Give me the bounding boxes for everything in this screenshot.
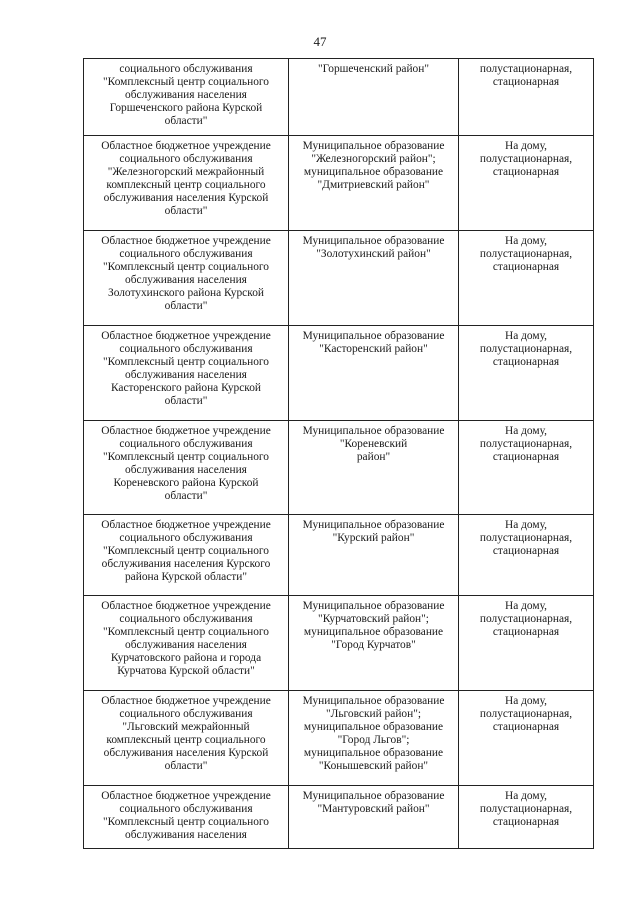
municipality-cell: Муниципальное образование "Мантуровский район" [289,786,459,849]
service-form-cell: На дому, полустационарная, стационарная [459,596,594,691]
institution-cell: Областное бюджетное учреждение социального обслуживания "Комплексный центр социального обслуживания населения Кореневского района Курской области" [84,421,289,515]
table-row [84,786,594,849]
municipality-cell: Муниципальное образование "Курский район" [289,515,459,596]
table-row [84,136,594,231]
institution-cell: Областное бюджетное учреждение социального обслуживания "Комплексный центр социального обслуживания населения Курского района Курской области" [84,515,289,596]
service-form-cell: На дому, полустационарная, стационарная [459,326,594,421]
municipality-cell: Муниципальное образование "Касторенский район" [289,326,459,421]
service-form-cell: полустационарная, стационарная [459,59,594,136]
table-row [84,59,594,136]
municipality-cell: Муниципальное образование "Кореневский район" [289,421,459,515]
table-row [84,596,594,691]
table-row [84,231,594,326]
page-number: 47 [313,34,327,49]
institution-cell: Областное бюджетное учреждение социального обслуживания "Комплексный центр социального обслуживания населения Курчатовского района и города Курчатова Курской области" [84,596,289,691]
service-form-cell: На дому, полустационарная, стационарная [459,691,594,786]
service-form-cell: На дому, полустационарная, стационарная [459,515,594,596]
table-row [84,515,594,596]
institutions-table [83,58,594,849]
municipality-cell: "Горшеченский район" [289,59,459,136]
table-row [84,691,594,786]
institution-cell: Областное бюджетное учреждение социального обслуживания "Комплексный центр социального обслуживания населения Касторенского района Курской области" [84,326,289,421]
municipality-cell: Муниципальное образование "Курчатовский район"; муниципальное образование "Город Курчатов" [289,596,459,691]
table-row [84,421,594,515]
service-form-cell: На дому, полустационарная, стационарная [459,136,594,231]
institution-cell: Областное бюджетное учреждение социального обслуживания "Комплексный центр социального обслуживания населения [84,786,289,849]
institution-cell: Областное бюджетное учреждение социального обслуживания "Комплексный центр социального обслуживания населения Золотухинского района Курской области" [84,231,289,326]
municipality-cell: Муниципальное образование "Золотухинский район" [289,231,459,326]
institution-cell: Областное бюджетное учреждение социального обслуживания "Льговский межрайонный комплексный центр социального обслуживания населения Курской области" [84,691,289,786]
service-form-cell: На дому, полустационарная, стационарная [459,421,594,515]
table-row [84,326,594,421]
service-form-cell: На дому, полустационарная, стационарная [459,231,594,326]
municipality-cell: Муниципальное образование "Железногорский район"; муниципальное образование "Дмитриевский район" [289,136,459,231]
municipality-cell: Муниципальное образование "Льговский район"; муниципальное образование "Город Льгов"; муниципальное образование "Конышевский район" [289,691,459,786]
institution-cell: социального обслуживания "Комплексный центр социального обслуживания населения Горшеченского района Курской области" [84,59,289,136]
service-form-cell: На дому, полустационарная, стационарная [459,786,594,849]
institution-cell: Областное бюджетное учреждение социального обслуживания "Железногорский межрайонный комплексный центр социального обслуживания населения Курской области" [84,136,289,231]
